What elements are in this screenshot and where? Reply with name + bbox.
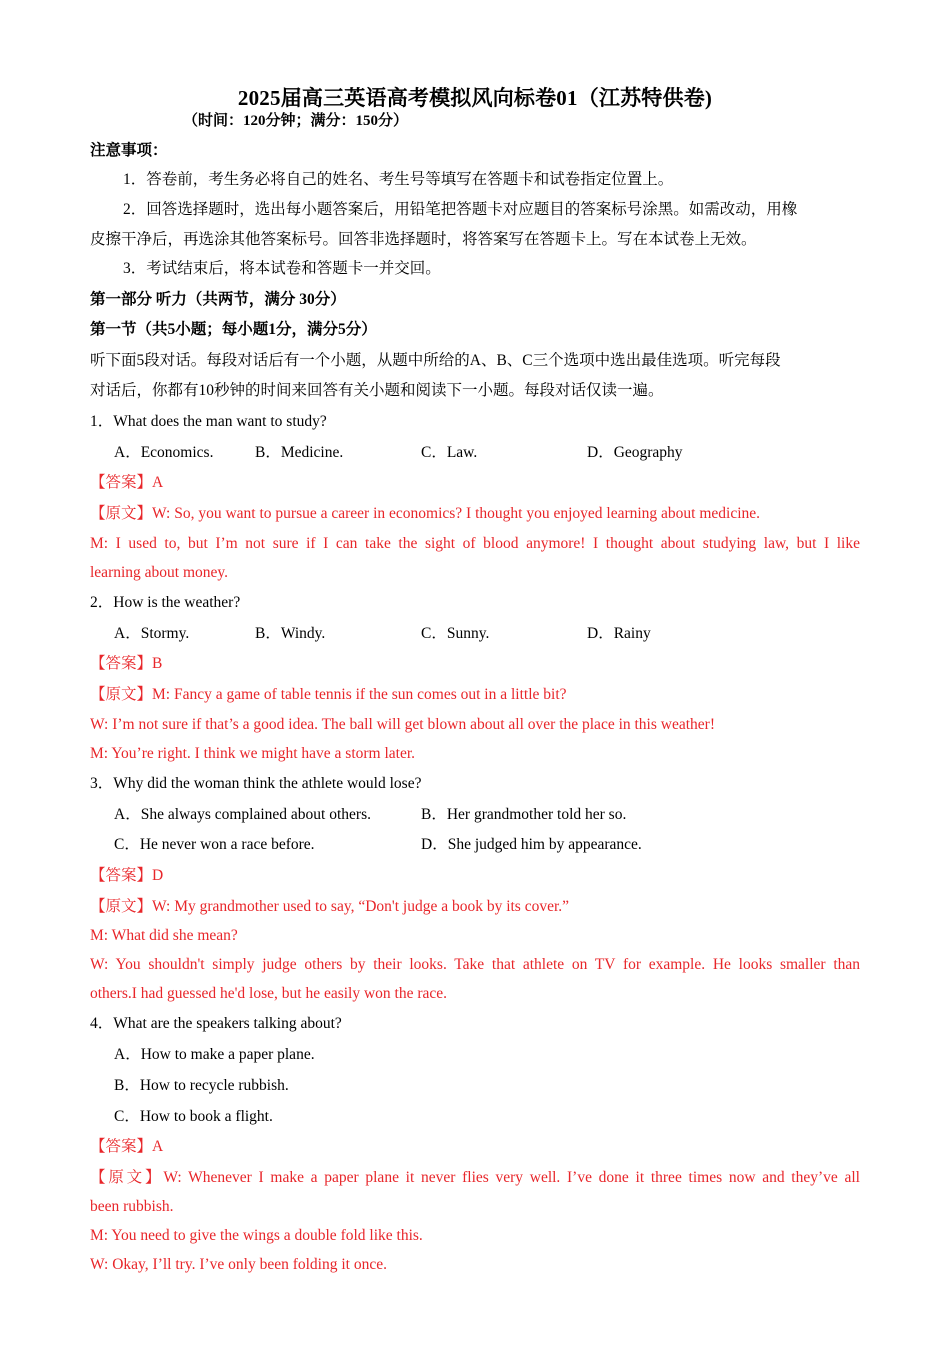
question-stem: 2．How is the weather? <box>90 594 241 611</box>
transcript-line: been rubbish. <box>90 1198 174 1215</box>
transcript-line: M: You need to give the wings a double fold like this. <box>90 1227 423 1244</box>
section-sub-heading: 第一节（共5小题；每小题1分，满分5分） <box>90 321 377 338</box>
question-stem: 1．What does the man want to study? <box>90 413 327 430</box>
transcript-line: W: Okay, I’ll try. I’ve only been folding it once. <box>90 1256 387 1273</box>
transcript-line: M: I used to, but I’m not sure if I can take the sight of blood anymore! I thought about studying law, but I like <box>90 535 860 552</box>
answer-label: 【答案】B <box>90 655 163 672</box>
notice-heading: 注意事项： <box>90 142 168 159</box>
answer-label: 【答案】A <box>90 474 164 491</box>
notice-item: 3．考试结束后，将本试卷和答题卡一并交回。 <box>123 260 441 277</box>
transcript-line: 【原文】M: Fancy a game of table tennis if the sun comes out in a little bit? <box>90 686 567 703</box>
question-stem: 3．Why did the woman think the athlete would lose? <box>90 775 422 792</box>
transcript-line: learning about money. <box>90 564 229 581</box>
page-title: 2025届高三英语高考模拟风向标卷01（江苏特供卷) <box>237 86 713 110</box>
transcript-line: 【原文】W: Whenever I make a paper plane it never flies very well. I’ve done it three times now and they’ve all <box>90 1169 860 1186</box>
transcript-line: others.I had guessed he'd lose, but he easily won the race. <box>90 985 448 1002</box>
question-option: A．Economics. <box>114 444 214 461</box>
question-option: D．She judged him by appearance. <box>421 836 642 853</box>
question-option: C．How to book a flight. <box>114 1108 273 1125</box>
question-option: B．Windy. <box>255 625 326 642</box>
question-option: B．Her grandmother told her so. <box>421 806 627 823</box>
notice-item: 皮擦干净后，再选涂其他答案标号。回答非选择题时，将答案写在答题卡上。写在本试卷上无效。 <box>90 231 757 248</box>
question-option: A．She always complained about others. <box>114 806 371 823</box>
transcript-line: M: You’re right. I think we might have a storm later. <box>90 745 416 762</box>
question-option: D．Rainy <box>587 625 651 642</box>
question-option: C．He never won a race before. <box>114 836 315 853</box>
transcript-line: W: I’m not sure if that’s a good idea. The ball will get blown about all over the place in this weather! <box>90 716 715 733</box>
answer-label: 【答案】D <box>90 867 164 884</box>
question-option: B．Medicine. <box>255 444 344 461</box>
question-option: A．Stormy. <box>114 625 190 642</box>
section-instructions: 对话后，你都有10秒钟的时间来回答有关小题和阅读下一小题。每段对话仅读一遍。 <box>90 382 664 399</box>
transcript-line: M: What did she mean? <box>90 927 238 944</box>
transcript-line: W: You shouldn't simply judge others by their looks. Take that athlete on TV for example. He looks smaller than <box>90 956 860 973</box>
question-option: A．How to make a paper plane. <box>114 1046 315 1063</box>
notice-item: 1．答卷前，考生务必将自己的姓名、考生号等填写在答题卡和试卷指定位置上。 <box>123 171 674 188</box>
transcript-line: 【原文】W: My grandmother used to say, “Don't judge a book by its cover.” <box>90 898 570 915</box>
question-option: C．Law. <box>421 444 478 461</box>
answer-label: 【答案】A <box>90 1138 164 1155</box>
question-option: B．How to recycle rubbish. <box>114 1077 289 1094</box>
question-option: C．Sunny. <box>421 625 490 642</box>
section-part-heading: 第一部分 听力（共两节，满分 30分） <box>90 291 346 308</box>
notice-item: 2．回答选择题时，选出每小题答案后，用铅笔把答题卡对应题目的答案标号涂黑。如需改动，用橡 <box>123 201 798 218</box>
page-subtitle: （时间：120分钟；满分：150分） <box>183 113 409 129</box>
question-stem: 4．What are the speakers talking about? <box>90 1015 342 1032</box>
question-option: D．Geography <box>587 444 683 461</box>
transcript-line: 【原文】W: So, you want to pursue a career in economics? I thought you enjoyed learning about medicine. <box>90 505 761 522</box>
section-instructions: 听下面5段对话。每段对话后有一个小题，从题中所给的A、B、C三个选项中选出最佳选项。听完每段 <box>90 352 781 369</box>
